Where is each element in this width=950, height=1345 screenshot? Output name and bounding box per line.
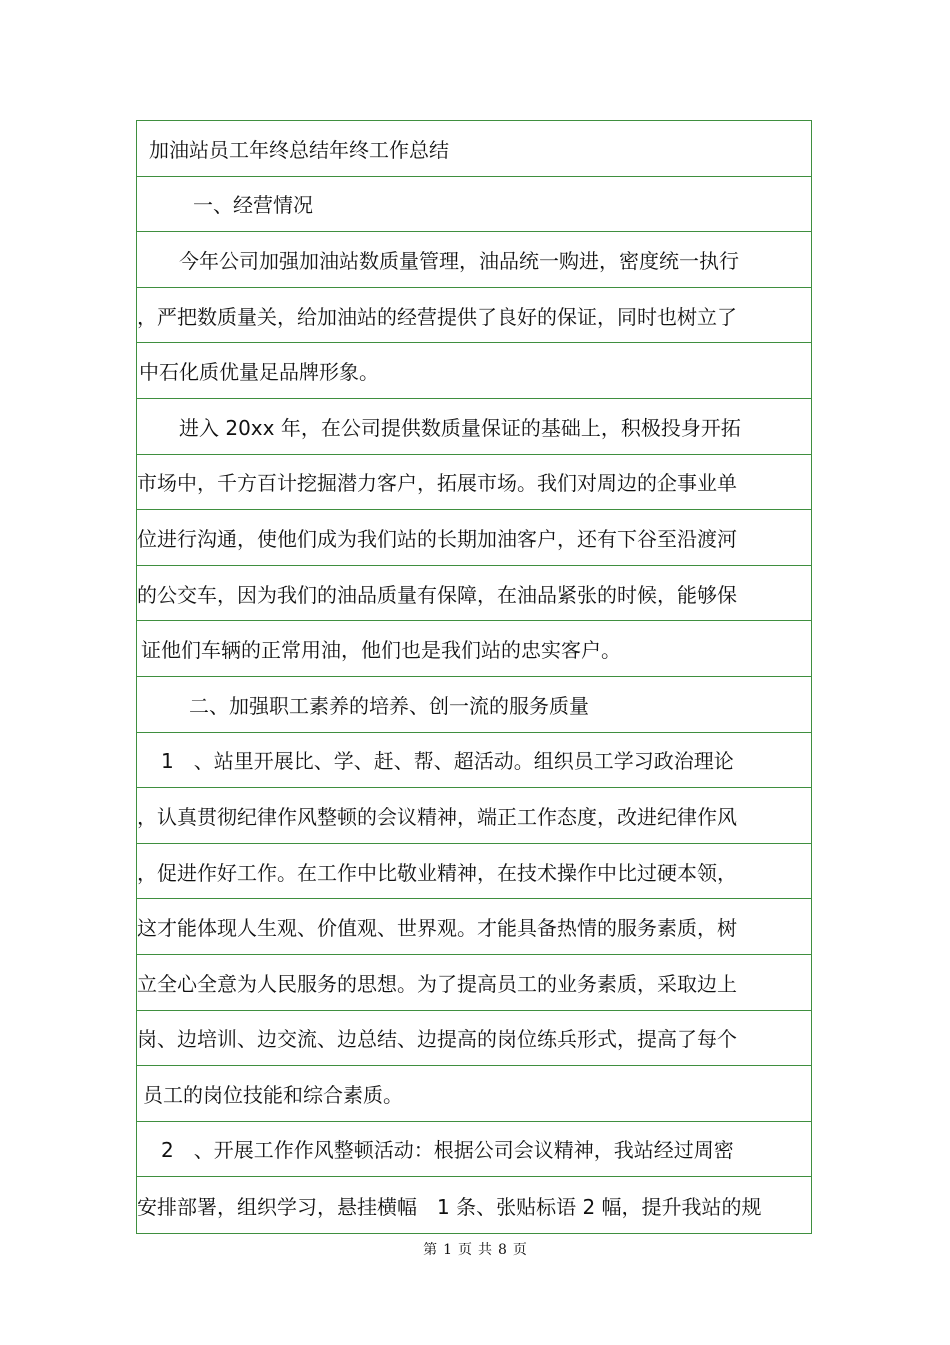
document-line	[137, 121, 811, 177]
document-line-text: 二、加强职工素养的培养、创一流的服务质量	[189, 693, 589, 718]
document-line-text: 这才能体现人生观、价值观、世界观。才能具备热情的服务素质，树	[137, 916, 737, 941]
document-line-text: 安排部署，组织学习，悬挂横幅 1 条、张贴标语 2 幅，提升我站的规	[137, 1194, 762, 1219]
footer-label-ye: 页	[458, 1242, 472, 1258]
document-line	[137, 232, 811, 288]
document-line-text: 中石化质优量足品牌形象。	[139, 360, 379, 385]
document-line-text: 市场中，千方百计挖掘潜力客户，拓展市场。我们对周边的企事业单	[137, 471, 737, 496]
document-line-text: 证他们车辆的正常用油，他们也是我们站的忠实客户。	[141, 638, 621, 663]
document-line	[137, 955, 811, 1011]
document-line	[137, 733, 811, 789]
footer-label-di: 第	[423, 1242, 438, 1258]
document-line	[137, 1011, 811, 1067]
document-line	[137, 788, 811, 844]
document-line-text: 2 、开展工作作风整顿活动：根据公司会议精神，我站经过周密	[161, 1138, 734, 1163]
document-line	[137, 899, 811, 955]
document-line	[137, 510, 811, 566]
document-line-text: 进入 20xx 年，在公司提供数质量保证的基础上，积极投身开拓	[179, 415, 741, 440]
document-line-text: 员工的岗位技能和综合素质。	[143, 1082, 403, 1107]
document-line	[137, 677, 811, 733]
footer-page-number: 1	[443, 1242, 452, 1258]
document-line	[137, 399, 811, 455]
document-line	[137, 288, 811, 344]
document-line-text: ，严把数质量关，给加油站的经营提供了良好的保证，同时也树立了	[137, 304, 737, 329]
document-line-text: 岗、边培训、边交流、边总结、边提高的岗位练兵形式，提高了每个	[137, 1027, 737, 1052]
document-line	[137, 566, 811, 622]
document-line	[137, 1122, 811, 1178]
document-line-text: 一、经营情况	[193, 193, 313, 218]
footer-label-ye2: 页	[512, 1242, 527, 1258]
document-line	[137, 1066, 811, 1122]
document-line	[137, 455, 811, 511]
document-line-text: 位进行沟通，使他们成为我们站的长期加油客户，还有下谷至沿渡河	[137, 526, 737, 551]
page-footer	[0, 1239, 950, 1259]
document-line	[137, 1177, 811, 1233]
document-line	[137, 844, 811, 900]
document-line-text: 立全心全意为人民服务的思想。为了提高员工的业务素质，采取边上	[137, 971, 737, 996]
document-line-text: 的公交车，因为我们的油品质量有保障，在油品紧张的时候，能够保	[137, 582, 737, 607]
document-line-text: ，认真贯彻纪律作风整顿的会议精神，端正工作态度，改进纪律作风	[137, 804, 737, 829]
document-line	[137, 343, 811, 399]
document-line	[137, 621, 811, 677]
document-line-text: ，促进作好工作。在工作中比敬业精神，在技术操作中比过硬本领，	[137, 860, 737, 885]
document-line-text: 1 、站里开展比、学、赶、帮、超活动。组织员工学习政治理论	[161, 749, 734, 774]
footer-label-gong: 共	[478, 1242, 492, 1258]
document-line	[137, 177, 811, 233]
footer-total-pages: 8	[498, 1242, 507, 1258]
document-line-text: 今年公司加强加油站数质量管理，油品统一购进，密度统一执行	[179, 248, 739, 273]
document-table	[136, 120, 812, 1234]
document-line-text: 加油站员工年终总结年终工作总结	[149, 137, 449, 162]
